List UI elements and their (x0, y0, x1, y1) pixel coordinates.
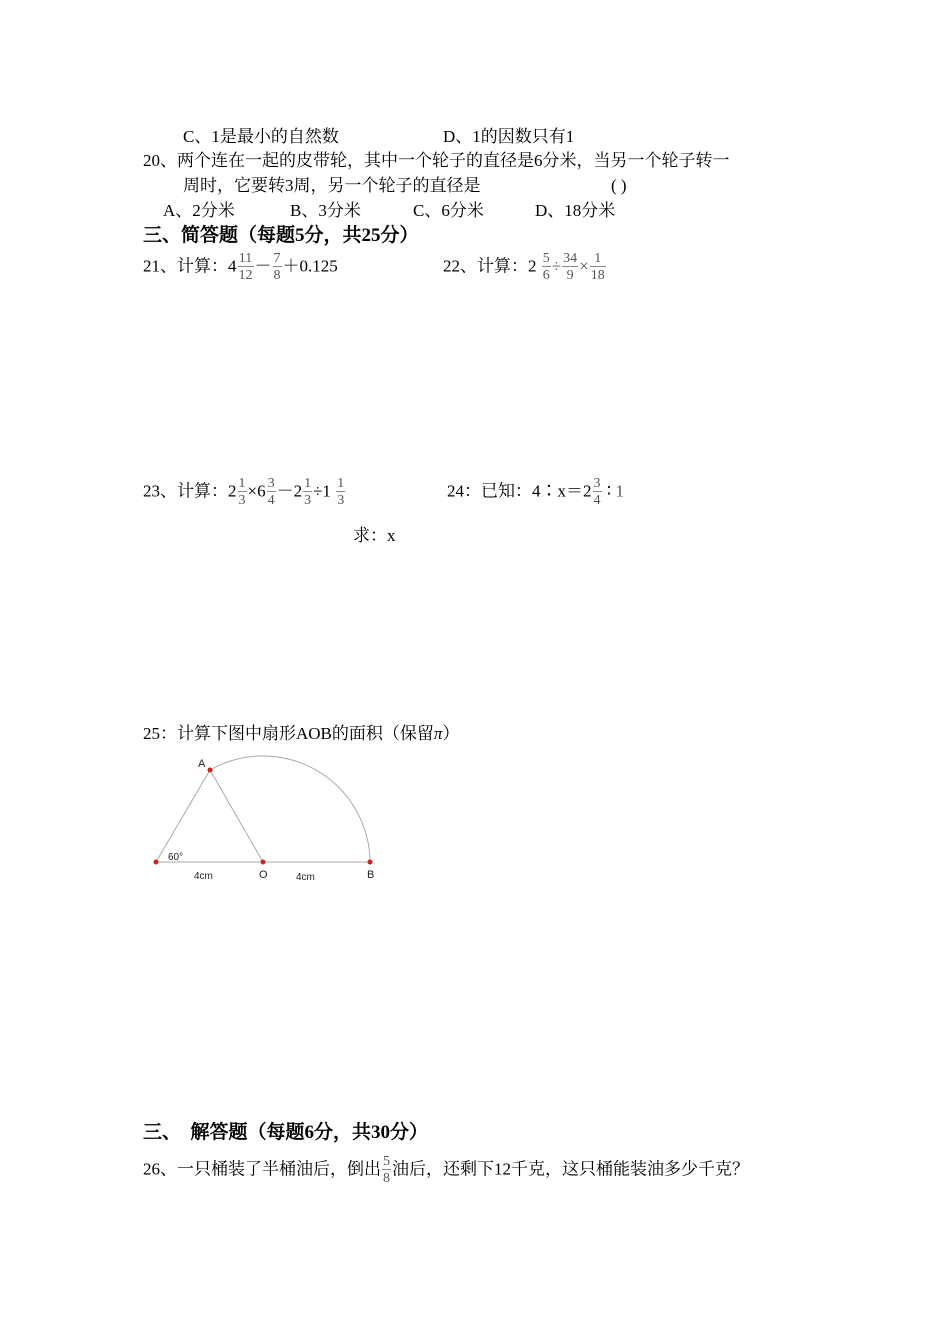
point-left (154, 860, 159, 865)
q23-prefix: 23、计算：2 (143, 481, 237, 501)
q23-expression: 23、计算：2 $\frac{1}{3}$ ×6 $\frac{3}{4}$ －2 $\frac{1}{3}$ ÷1 $\frac{1}{3}$ (143, 476, 345, 508)
q22-fraction-1: $\frac{5}{6}$ (542, 251, 550, 283)
line-left-a (156, 770, 210, 862)
section-heading-solve: 三、 解答题（每题6分，共30分） (143, 1122, 429, 1143)
radius-oa (210, 770, 263, 862)
q23-fraction-3: $\frac{1}{3}$ (304, 476, 312, 508)
point-b (368, 860, 373, 865)
section-heading-short-answer: 三、简答题（每题5分，共25分） (143, 225, 419, 246)
q20-line1: 20、两个连在一起的皮带轮，其中一个轮子的直径是6分米，当另一个轮子转一 (143, 151, 730, 170)
q19-option-c: C、1是最小的自然数 (183, 127, 339, 146)
point-o (261, 860, 266, 865)
q23-fraction-2: $\frac{3}{4}$ (267, 476, 275, 508)
q22-fraction-3: $\frac{1}{18}$ (590, 251, 605, 283)
q21-expression: 21、计算：4 $\frac{11}{12}$ － $\frac{7}{8}$ ＋0.125 (143, 251, 338, 283)
label-length-1: 4cm (194, 871, 213, 882)
label-angle: 60° (168, 852, 184, 863)
q23-fraction-4: $\frac{1}{3}$ (337, 476, 345, 508)
q20-option-b: B、3分米 (290, 201, 361, 220)
q20-answer-paren: ( ) (611, 176, 627, 195)
q24-expression: 24：已知：4∶x＝2 $\frac{3}{4}$ ∶ 1 (447, 476, 624, 508)
q20-option-c: C、6分米 (413, 201, 484, 220)
sector-aob-figure (140, 752, 400, 887)
q22-fraction-2: $\frac{34}{9}$ (563, 251, 578, 283)
q21-prefix: 21、计算：4 (143, 256, 237, 276)
point-a (208, 768, 213, 773)
q20-line2: 周时，它要转3周，另一个轮子的直径是 (183, 176, 481, 195)
q23-fraction-1: $\frac{1}{3}$ (238, 476, 246, 508)
q25-question: 25：计算下图中扇形AOB的面积（保留π） (143, 724, 460, 743)
q24-find-x: 求：x (353, 526, 396, 545)
q24-fraction: $\frac{3}{4}$ (593, 476, 601, 508)
q22-prefix: 22、计算：2 (443, 256, 537, 276)
q26-question: 26、一只桶装了半桶油后，倒出 $\frac{5}{8}$ 油后，还剩下12千克，这只桶能装油多少千克？ (143, 1154, 749, 1186)
q26-fraction: $\frac{5}{8}$ (383, 1154, 390, 1186)
q24-prefix: 24：已知：4∶x＝2 (447, 481, 592, 501)
label-length-2: 4cm (296, 872, 315, 883)
q19-option-d: D、1的因数只有1 (443, 127, 575, 146)
q20-option-a: A、2分米 (163, 201, 235, 220)
label-b: B (367, 869, 375, 881)
arc-ab (210, 756, 370, 862)
label-o: O (259, 869, 268, 881)
q20-option-d: D、18分米 (535, 201, 616, 220)
q21-fraction-1: $\frac{11}{12}$ (238, 251, 253, 283)
q21-fraction-2: $\frac{7}{8}$ (273, 251, 281, 283)
q22-expression: 22、计算：2 $\frac{5}{6}$ ÷ $\frac{34}{9}$ × $\frac{1}{18}$ (443, 251, 605, 283)
label-a: A (198, 758, 206, 770)
